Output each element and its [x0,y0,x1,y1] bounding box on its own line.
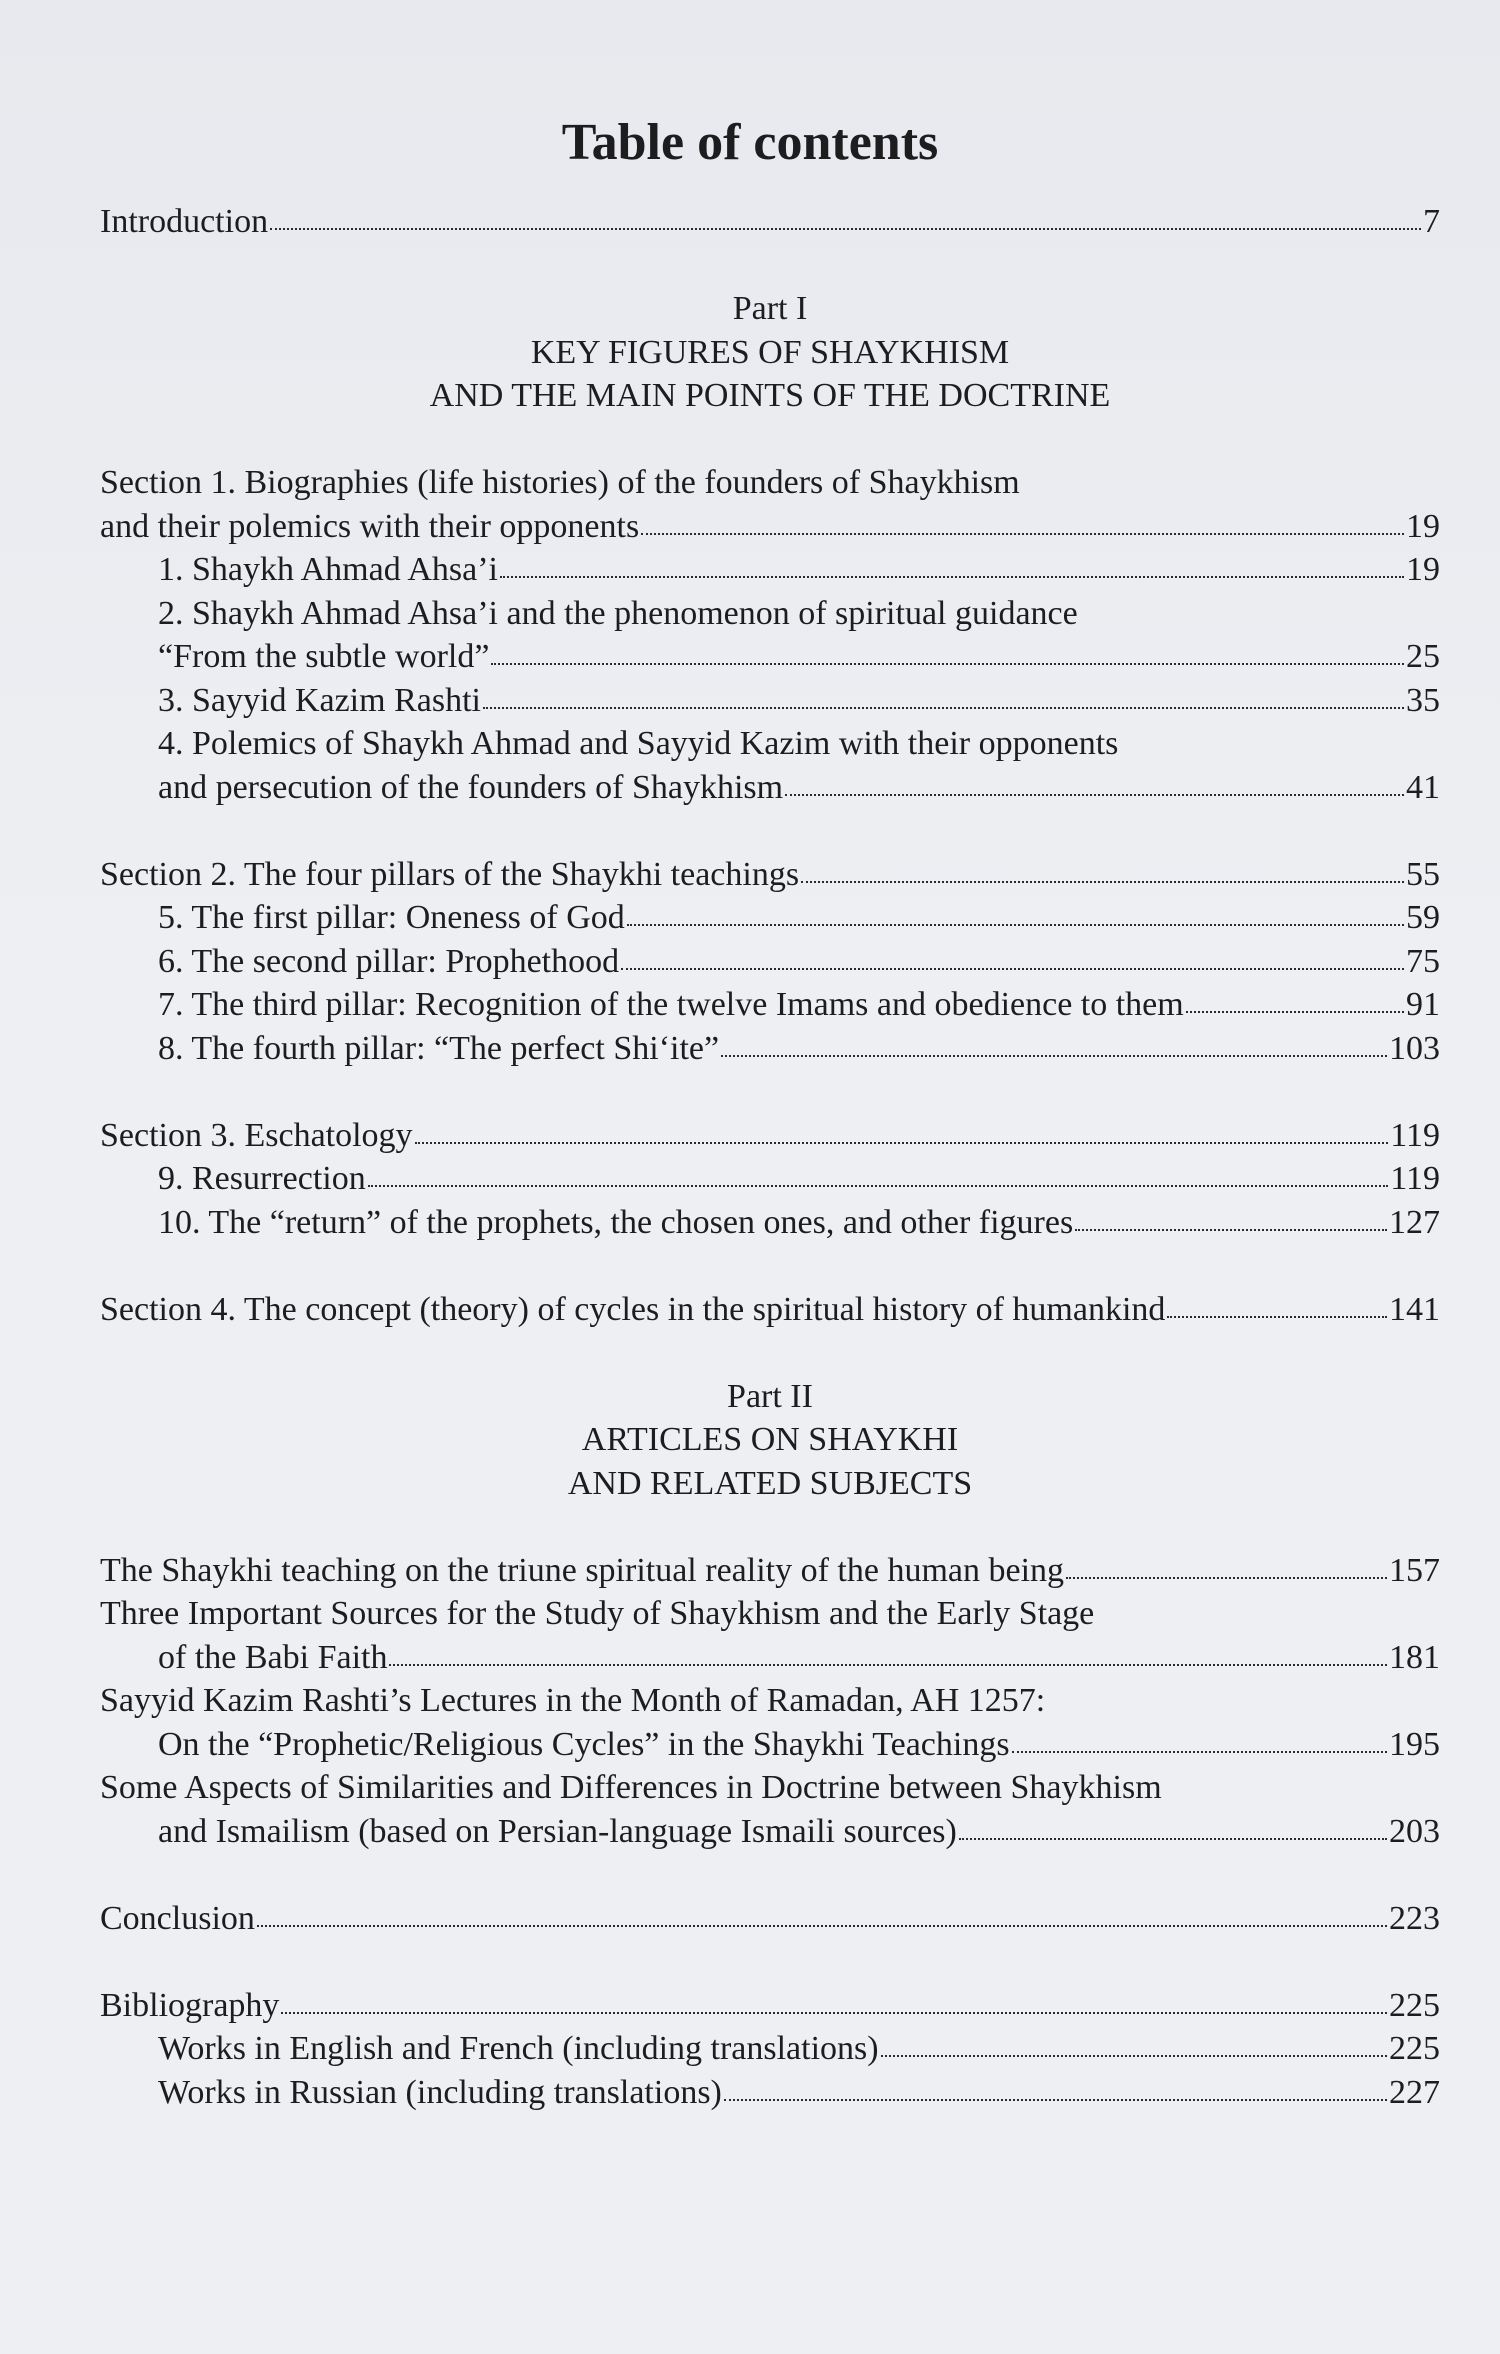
entry-label: Introduction [100,203,269,240]
entry-label: 8. The fourth pillar: “The perfect Shi‘ite” [158,1029,720,1067]
page-number: 119 [1390,1160,1440,1197]
dot-leader [801,881,1404,883]
page-number: 59 [1406,899,1440,936]
toc-entry-section-3 [100,1114,1440,1158]
page-number: 75 [1406,942,1440,980]
page-number: 223 [1389,1899,1440,1937]
entry-label: 3. Sayyid Kazim Rashti [158,681,481,719]
entry-label: 9. Resurrection [158,1160,366,1197]
page-number: 55 [1406,855,1440,893]
entry-label: 1. Shaykh Ahmad Ahsa’i [158,551,498,588]
part-title-line: AND THE MAIN POINTS OF THE DOCTRINE [429,377,1111,414]
page-number: 127 [1389,1203,1440,1241]
page-number: 141 [1389,1290,1440,1328]
entry-label: and their polemics with their opponents [100,507,640,545]
entry-label: 5. The first pillar: Oneness of God [158,899,625,936]
page-number: 203 [1389,1812,1440,1850]
toc-entry-chapter-6 [100,940,1440,984]
page-number: 157 [1389,1551,1440,1589]
dot-leader [724,2099,1387,2101]
toc-entry-article-4 [100,1810,1440,1854]
page-number: 181 [1389,1638,1440,1676]
toc-entry-article-2 [100,1636,1440,1680]
chapter-2-title: 2. Shaykh Ahmad Ahsa’i and the phenomenon of spiritual guidance [158,594,1078,632]
entry-label: Conclusion [100,1899,255,1937]
entry-label: Section 3. Eschatology [100,1116,413,1154]
page-number: 227 [1389,2073,1440,2111]
page-number: 225 [1389,2030,1440,2067]
entry-label: 6. The second pillar: Prophethood [158,942,620,980]
toc-entry-chapter-3 [100,679,1440,723]
section-1-title: Section 1. Biographies (life histories) of the founders of Shaykhism [100,464,1020,501]
dot-leader [483,707,1404,709]
toc-entry-section-2 [100,853,1440,897]
dot-leader [1167,1316,1387,1318]
part-title-line: ARTICLES ON SHAYKHI [581,1421,959,1458]
toc-entry-chapter-10 [100,1201,1440,1245]
toc-entry-section-4 [100,1288,1440,1332]
page-title: Table of contents [561,114,939,171]
page-number: 7 [1423,203,1440,240]
dot-leader [641,533,1404,535]
page-number: 25 [1406,638,1440,675]
toc-entry-chapter-1 [100,548,1440,592]
dot-leader [785,794,1404,796]
toc-entry-bibliography-english [100,2027,1440,2071]
dot-leader [1186,1011,1404,1013]
dot-leader [721,1055,1387,1057]
entry-label: Works in Russian (including translations) [158,2073,722,2111]
entry-label: Bibliography [100,1986,280,2024]
entry-label: On the “Prophetic/Religious Cycles” in the Shaykhi Teachings [158,1725,1010,1763]
toc-entry-article-3 [100,1723,1440,1767]
page-number: 103 [1389,1029,1440,1067]
dot-leader [881,2055,1387,2057]
toc-entry-introduction [100,200,1440,244]
dot-leader [627,924,1404,926]
article-3-title: Sayyid Kazim Rashti’s Lectures in the Month of Ramadan, AH 1257: [100,1682,1046,1719]
entry-label: “From the subtle world” [158,638,490,675]
dot-leader [500,576,1404,578]
chapter-4-title: 4. Polemics of Shaykh Ahmad and Sayyid Kazim with their opponents [158,725,1119,762]
part-label: Part I [732,290,808,327]
dot-leader [491,663,1404,665]
part-1-heading [100,287,1440,418]
dot-leader [1012,1751,1387,1753]
page-number: 195 [1389,1725,1440,1763]
dot-leader [257,1925,1387,1927]
article-2-title: Three Important Sources for the Study of Shaykhism and the Early Stage [100,1595,1095,1632]
part-title-line: AND RELATED SUBJECTS [567,1464,973,1502]
toc-entry-chapter-7 [100,983,1440,1027]
entry-label: 7. The third pillar: Recognition of the twelve Imams and obedience to them [158,986,1184,1023]
dot-leader [368,1185,1389,1187]
page-number: 225 [1389,1986,1440,2024]
toc-entry-bibliography [100,1984,1440,2028]
toc-entry-article-1 [100,1549,1440,1593]
entry-label: of the Babi Faith [158,1638,388,1676]
dot-leader [281,2012,1387,2014]
page-number: 91 [1406,986,1440,1023]
entry-label: Section 2. The four pillars of the Shaykhi teachings [100,855,800,893]
toc-entry-conclusion [100,1897,1440,1941]
entry-label: Section 4. The concept (theory) of cycles in the spiritual history of humankind [100,1290,1166,1328]
page-number: 19 [1406,507,1440,545]
toc-entry-section-1 [100,505,1440,549]
dot-leader [1066,1577,1387,1579]
page-number: 119 [1390,1116,1440,1154]
dot-leader [1075,1229,1387,1231]
page-number: 41 [1406,768,1440,806]
part-2-heading [100,1375,1440,1506]
part-title-line: KEY FIGURES OF SHAYKHISM [530,333,1010,371]
entry-label: The Shaykhi teaching on the triune spiritual reality of the human being [100,1551,1065,1589]
page-number: 19 [1406,551,1440,588]
toc-entry-chapter-8 [100,1027,1440,1071]
entry-label: and Ismailism (based on Persian-language Ismaili sources) [158,1812,957,1850]
entry-label: and persecution of the founders of Shaykhism [158,768,784,806]
table-of-contents [100,200,1440,2114]
page-number: 35 [1406,681,1440,719]
toc-entry-chapter-2 [100,635,1440,679]
part-label: Part II [727,1377,813,1415]
entry-label: Works in English and French (including translations) [158,2030,879,2067]
toc-entry-chapter-4 [100,766,1440,810]
dot-leader [959,1838,1387,1840]
article-4-title: Some Aspects of Similarities and Differences in Doctrine between Shaykhism [100,1769,1162,1806]
toc-entry-bibliography-russian [100,2071,1440,2115]
dot-leader [270,228,1421,230]
toc-entry-chapter-9 [100,1157,1440,1201]
toc-entry-chapter-5 [100,896,1440,940]
dot-leader [389,1664,1387,1666]
dot-leader [621,968,1404,970]
dot-leader [415,1142,1389,1144]
entry-label: 10. The “return” of the prophets, the chosen ones, and other figures [158,1203,1074,1241]
